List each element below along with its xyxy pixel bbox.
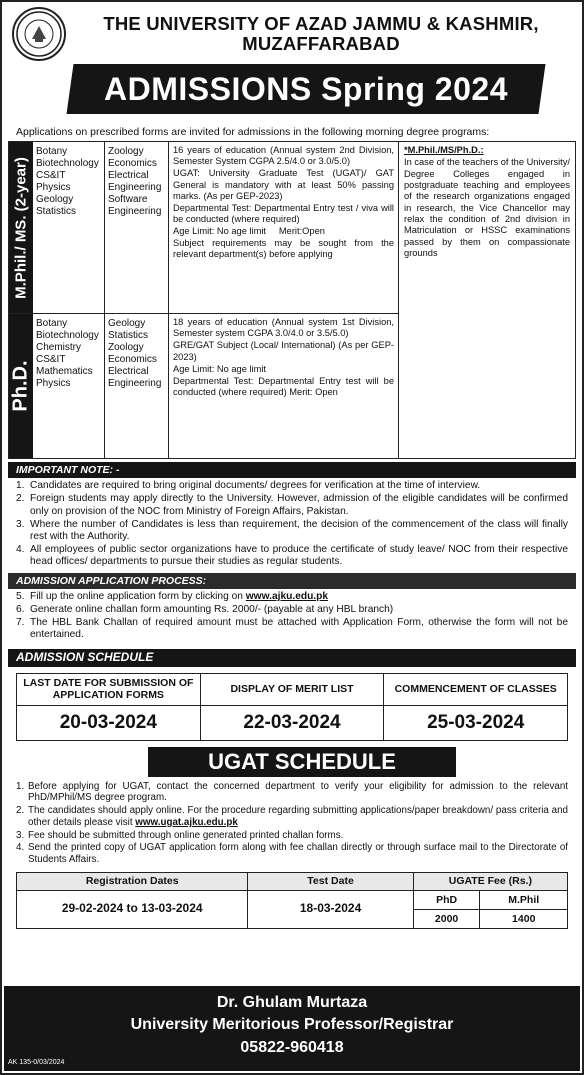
subject: Electrical (108, 170, 149, 182)
application-process-list (8, 589, 576, 646)
application-process-heading: ADMISSION APPLICATION PROCESS: (8, 573, 576, 589)
programs-left (9, 142, 399, 458)
phd-requirements (169, 314, 398, 458)
mphil-subjects-col1 (33, 142, 105, 313)
registration-dates-header: Registration Dates (17, 872, 248, 890)
requirement: Age Limit: No age limit (173, 363, 267, 374)
subject: CS&IT (36, 354, 66, 366)
list-item: 6. Generate online challan form amounting Rs. 2000/- (payable at any HBL branch) (16, 603, 394, 615)
subject: Chemistry (36, 342, 82, 354)
university-name (66, 14, 576, 54)
schedule-column-head: LAST DATE FOR SUBMISSION OF APPLICATION FORMS (17, 674, 200, 706)
list-item: 1. Before applying for UGAT, contact the concerned department to verify your eligibility for admission to the relevant PhD/MPhil/MS degree program. (16, 780, 568, 804)
schedule-date: 22-03-2024 (243, 711, 341, 733)
header (8, 6, 576, 62)
schedule-column (384, 674, 567, 740)
subject: Botany (36, 146, 68, 158)
schedule-column-head: COMMENCEMENT OF CLASSES (384, 674, 567, 706)
ugat-instructions (8, 777, 576, 869)
schedule-date: 20-03-2024 (59, 711, 157, 733)
requirement: Departmental Test: Departmental Entry test will be conducted (where required) Merit: Open (173, 375, 394, 397)
schedule-column-head: DISPLAY OF MERIT LIST (201, 674, 384, 706)
phd-subjects-col1 (33, 314, 105, 458)
subject: Engineering (108, 378, 162, 390)
registration-dates: 29-02-2024 to 13-03-2024 (17, 890, 248, 928)
subject: Biotechnology (36, 158, 99, 170)
subject: Botany (36, 318, 68, 330)
admission-schedule-table (16, 673, 568, 741)
table-row (17, 872, 568, 890)
ugat-schedule-table (16, 872, 568, 929)
list-item: 4. All employees of public sector organizations have to produce the certificate of study leave/ NOC from their respective head offices/ departments to pursue their studies as regular students. (16, 544, 568, 568)
mphil-row (9, 142, 398, 314)
subject: Physics (36, 182, 71, 194)
phd-label: Ph.D. (9, 314, 33, 458)
mphil-subjects-col2 (105, 142, 169, 313)
subject: Software (108, 194, 148, 206)
test-date: 18-03-2024 (248, 890, 413, 928)
mphil-requirements (169, 142, 398, 313)
schedule-column (201, 674, 385, 740)
subject: Geology (108, 318, 146, 330)
phd-subjects-col2 (105, 314, 169, 458)
admissions-banner (66, 64, 545, 114)
list-item: 5. Fill up the online application form by clicking on www.ajku.edu.pk (16, 590, 329, 602)
university-seal-icon (12, 7, 66, 61)
university-name-line1: THE UNIVERSITY OF AZAD JAMMU & KASHMIR, (103, 13, 539, 35)
registrar-name: Dr. Ghulam Murtaza (216, 994, 368, 1011)
fee-mphil-label: M.Phil (480, 890, 568, 909)
requirement: 16 years of education (Annual system 2nd Division, Semester System CGPA 2.5/4.0 or 3.0/5.0) (173, 145, 394, 167)
requirement: Departmental Test: Departmental Entry test / viva will be conducted (where required) (173, 202, 394, 224)
requirement: GRE/GAT Subject (Local/ International) (As per GEP-2023) (173, 340, 394, 362)
subject: Statistics (108, 330, 149, 342)
requirement: UGAT: University Graduate Test (UGAT)/ GAT General is mandatory with at least 50% passing marks. (As per GEP-2023) (173, 168, 394, 201)
subject: Economics (108, 354, 157, 366)
admission-schedule-heading: ADMISSION SCHEDULE (8, 649, 576, 667)
footer (4, 986, 580, 1071)
relaxation-note (399, 142, 575, 458)
subject: Electrical (108, 366, 149, 378)
important-note-list (8, 478, 576, 573)
fee-phd: 2000 (413, 909, 480, 928)
intro-text: Applications on prescribed forms are invited for admissions in the following morning degree programs: (16, 126, 490, 138)
requirement: 18 years of education (Annual system 1st Division, Semester system CGPA 3.0/4.0 or 3.5/5.0) (173, 317, 394, 339)
subject: Geology (36, 194, 74, 206)
ad-code: AK 135-0/03/2024 (8, 1058, 65, 1066)
test-date-header: Test Date (248, 872, 413, 890)
list-item: 4. Send the printed copy of UGAT application form along with fee challan directly or through surface mail to the Directorate of Students Affairs. (16, 842, 568, 866)
subject: Zoology (108, 146, 144, 158)
list-item: 2. The candidates should apply online. For the procedure regarding submitting applications/paper breakdown/ pass criteria and other details please visit www.ugat.ajku.edu.pk (16, 805, 568, 828)
subject: Engineering (108, 206, 162, 218)
ugat-website-link[interactable]: www.ugat.ajku.edu.pk (135, 816, 238, 828)
important-note-heading: IMPORTANT NOTE: - (8, 462, 576, 478)
schedule-column (17, 674, 201, 740)
subject: Engineering (108, 182, 162, 194)
subject: Zoology (108, 342, 144, 354)
phd-row (9, 314, 398, 458)
fee-phd-label: PhD (413, 890, 480, 909)
contact-phone: 05822-960418 (240, 1038, 344, 1056)
requirement: Age Limit: No age limit Merit:Open (173, 226, 325, 237)
table-row (17, 890, 568, 909)
list-item: 1. Candidates are required to bring original documents/ degrees for verification at the time of interview. (16, 480, 481, 492)
fee-mphil: 1400 (480, 909, 568, 928)
subject: Statistics (36, 206, 77, 218)
requirement: Subject requirements may be sought from the relevant department(s) before applying (173, 238, 394, 260)
subject: Biotechnology (36, 330, 99, 342)
programs-table (8, 141, 576, 459)
registrar-designation: University Meritorious Professor/Registrar (130, 1016, 454, 1034)
mphil-label: M.Phil./ MS. (2-year) (9, 142, 33, 313)
ajku-website-link[interactable]: www.ajku.edu.pk (245, 590, 329, 602)
fee-header: UGATE Fee (Rs.) (413, 872, 567, 890)
ugat-schedule-heading: UGAT SCHEDULE (148, 747, 456, 777)
schedule-date: 25-03-2024 (427, 711, 525, 733)
list-item: 2. Foreign students may apply directly to the University. However, admission of the eligible candidates will be confirmed only on provision of the NOC from Ministry of Foreign Affairs, Pakistan. (16, 493, 568, 517)
list-item: 7. The HBL Bank Challan of required amount must be attached with Application Form, otherwise the form will not be entertained. (16, 617, 568, 641)
subject: Economics (108, 158, 157, 170)
list-item: 3. Fee should be submitted through online generated printed challan forms. (16, 829, 344, 841)
university-name-line2: MUZAFFARABAD (242, 33, 400, 54)
relaxation-note-heading: *M.Phil./MS/Ph.D.: (404, 145, 484, 156)
subject: Mathematics (36, 366, 93, 378)
subject: CS&IT (36, 170, 66, 182)
subject: Physics (36, 378, 71, 390)
banner-text: ADMISSIONS Spring 2024 (104, 71, 508, 107)
list-item: 3. Where the number of Candidates is less than requirement, the decision of the commencement of the class will finally rest with the Authority. (16, 518, 568, 542)
relaxation-note-text: In case of the teachers of the University/ Degree Colleges engaged in postgraduate teaching and employees of the research organizations engaged in research, the Vice Chancellor may relax the condition of 2nd division in Matriculation or HSSC examinations passed by them on compassionate grounds (404, 157, 570, 259)
